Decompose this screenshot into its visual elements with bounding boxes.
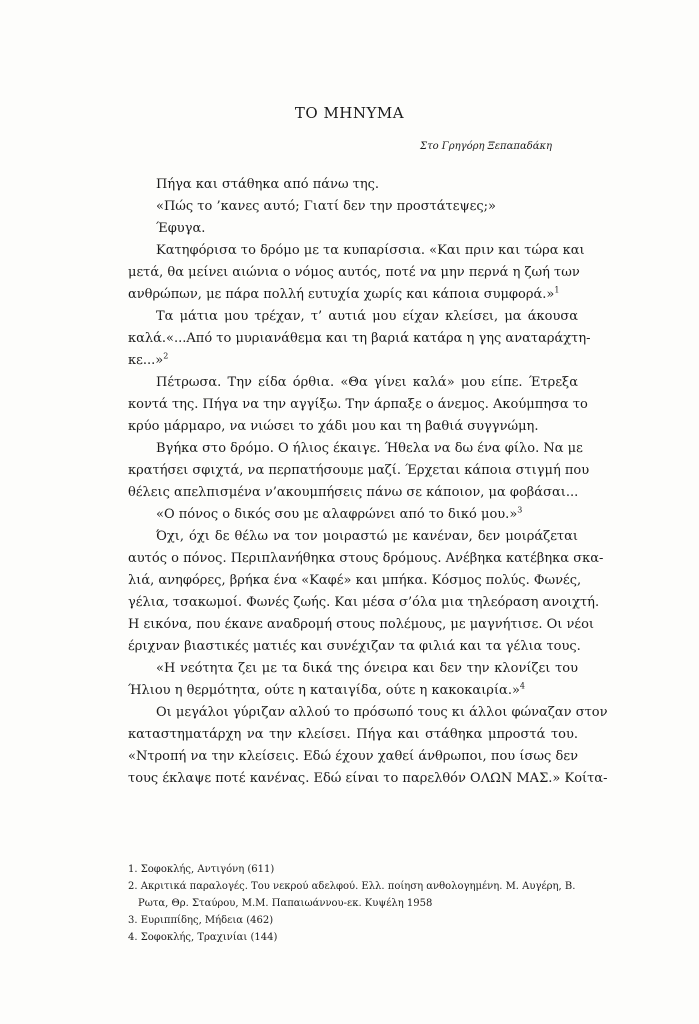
text-line: [128, 680, 578, 702]
text-line: [128, 504, 578, 526]
text-line: [128, 460, 590, 482]
text-line: [128, 482, 578, 504]
text-line-content: Οι μεγάλοι γύριζαν αλλού το πρόσωπό τους κι άλλοι φώναζαν στον: [156, 705, 608, 720]
text-line-content: καλά.«...Από το μυριανάθεμα και τη βαριά κατάρα η γης αναταράχτη-: [128, 331, 591, 346]
text-line: [128, 658, 578, 680]
text-line: [128, 350, 578, 372]
text-line: [128, 702, 608, 724]
text-line-content: καταστηματάρχη να την κλείσει. Πήγα και στάθηκα μπροστά του.: [128, 727, 578, 742]
text-line-content: Πέτρωσα. Την είδα όρθια. «Θα γίνει καλά» μου είπε. Έτρεξα: [156, 375, 578, 390]
text-line: [128, 218, 578, 240]
dedication: Στο Γρηγόρη Ξεπαπαδάκη: [420, 141, 553, 152]
text-line: [128, 416, 578, 438]
text-line-content: αυτός ο πόνος. Περιπλανήθηκα στους δρόμους. Ανέβηκα κατέβηκα σκα-: [128, 551, 604, 566]
text-line: [128, 262, 578, 284]
text-line: [128, 570, 582, 592]
text-line: [128, 372, 578, 394]
text-line-content: κε...»: [128, 353, 164, 368]
text-line: [128, 284, 578, 306]
text-line-content: Έφυγα.: [156, 221, 206, 236]
text-line: [128, 328, 591, 350]
text-line: [128, 196, 578, 218]
text-line: [128, 174, 578, 196]
text-line: [128, 592, 600, 614]
text-line-content: τους έκλαψε ποτέ κανένας. Εδώ είναι το παρελθόν ΟΛΩΝ ΜΑΣ.» Κοίτα-: [128, 771, 608, 786]
text-line: [128, 724, 578, 746]
footnote-ref: 1: [554, 285, 560, 295]
text-line-content: «Ντροπή να την κλείσεις. Εδώ έχουν χαθεί άνθρωποι, που ίσως δεν: [128, 749, 578, 764]
text-line-content: κρύο μάρμαρο, να νιώσει το χάδι μου και τη βαθιά συγγνώμη.: [128, 419, 539, 434]
footnote: 4. Σοφοκλής, Τραχινίαι (144): [128, 932, 278, 943]
text-line-content: γέλια, τσακωμοί. Φωνές ζωής. Και μέσα σ’όλα μια τηλεόραση ανοιχτή.: [128, 595, 600, 610]
text-line-content: λιά, ανηφόρες, βρήκα ένα «Καφέ» και μπήκα. Κόσμος πολύς. Φωνές,: [128, 573, 582, 588]
body-text: [128, 174, 608, 790]
footnote: Ρωτα, Θρ. Σταύρου, Μ.Μ. Παπαιωάννου-εκ. Κυψέλη 1958: [138, 898, 433, 909]
text-line: [128, 548, 604, 570]
text-line-content: Όχι, όχι δε θέλω να τον μοιραστώ με κανέναν, δεν μοιράζεται: [156, 529, 578, 544]
text-line: [128, 526, 578, 548]
text-line-content: Κατηφόρισα το δρόμο με τα κυπαρίσσια. «Και πριν και τώρα και: [156, 243, 585, 258]
footnote: 1. Σοφοκλής, Αντιγόνη (611): [128, 864, 275, 875]
text-line: [128, 636, 581, 658]
text-line-content: μετά, θα μείνει αιώνια ο νόμος αυτός, ποτέ να μην περνά η ζωή των: [128, 265, 580, 280]
footnotes: [128, 861, 598, 946]
text-line-content: «Η νεότητα ζει με τα δικά της όνειρα και δεν την κλονίζει του: [156, 661, 578, 676]
text-line-content: «Πώς το ’κανες αυτό; Γιατί δεν την προστάτεψες;»: [156, 199, 497, 214]
text-line-content: Η εικόνα, που έκανε αναδρομή στους πολέμους, με μαγνήτισε. Οι νέοι: [128, 617, 595, 632]
footnote: 3. Ευριππίδης, Μήδεια (462): [128, 915, 274, 926]
text-line: [128, 746, 578, 768]
footnote-ref: 2: [163, 351, 169, 361]
text-line-content: θέλεις απελπισμένα ν’ακουμπήσεις πάνω σε κάποιον, μα φοβάσαι...: [128, 485, 579, 500]
footnote-ref: 3: [517, 505, 523, 515]
text-line: [128, 306, 578, 328]
text-line-content: κοντά της. Πήγα να την αγγίξω. Την άρπαξε ο άνεμος. Ακούμπησα το: [128, 397, 588, 412]
text-line: [128, 614, 595, 636]
text-line: [128, 394, 588, 416]
footnote: 2. Ακριτικά παραλογές. Του νεκρού αδελφού. Ελλ. ποίηση ανθολογημένη. Μ. Αυγέρη, Β.: [128, 881, 576, 892]
text-line-content: «Ο πόνος ο δικός σου με αλαφρώνει από το δικό μου.»: [156, 507, 518, 522]
text-line-content: Πήγα και στάθηκα από πάνω της.: [156, 177, 380, 192]
text-line-content: Τα μάτια μου τρέχαν, τ’ αυτιά μου είχαν κλείσει, μα άκουσα: [156, 309, 578, 324]
page-title: ΤΟ ΜΗΝΥΜΑ: [294, 104, 405, 122]
text-line-content: Ήλιου η θερμότητα, ούτε η καταιγίδα, ούτε η κακοκαιρία.»: [128, 683, 520, 698]
text-line-content: Βγήκα στο δρόμο. Ο ήλιος έκαιγε. Ήθελα να δω ένα φίλο. Να με: [156, 441, 583, 456]
text-line-content: έριχναν βιαστικές ματιές και συνέχιζαν τα φιλιά και τα γέλια τους.: [128, 639, 581, 654]
text-line: [128, 438, 583, 460]
text-line: [128, 768, 608, 790]
text-line: [128, 240, 585, 262]
text-line-content: ανθρώπων, με πάρα πολλή ευτυχία χωρίς και κάποια συμφορά.»: [128, 287, 555, 302]
text-line-content: κρατήσει σφιχτά, να περπατήσουμε μαζί. Έρχεται κάποια στιγμή που: [128, 463, 590, 478]
footnote-ref: 4: [519, 681, 526, 691]
